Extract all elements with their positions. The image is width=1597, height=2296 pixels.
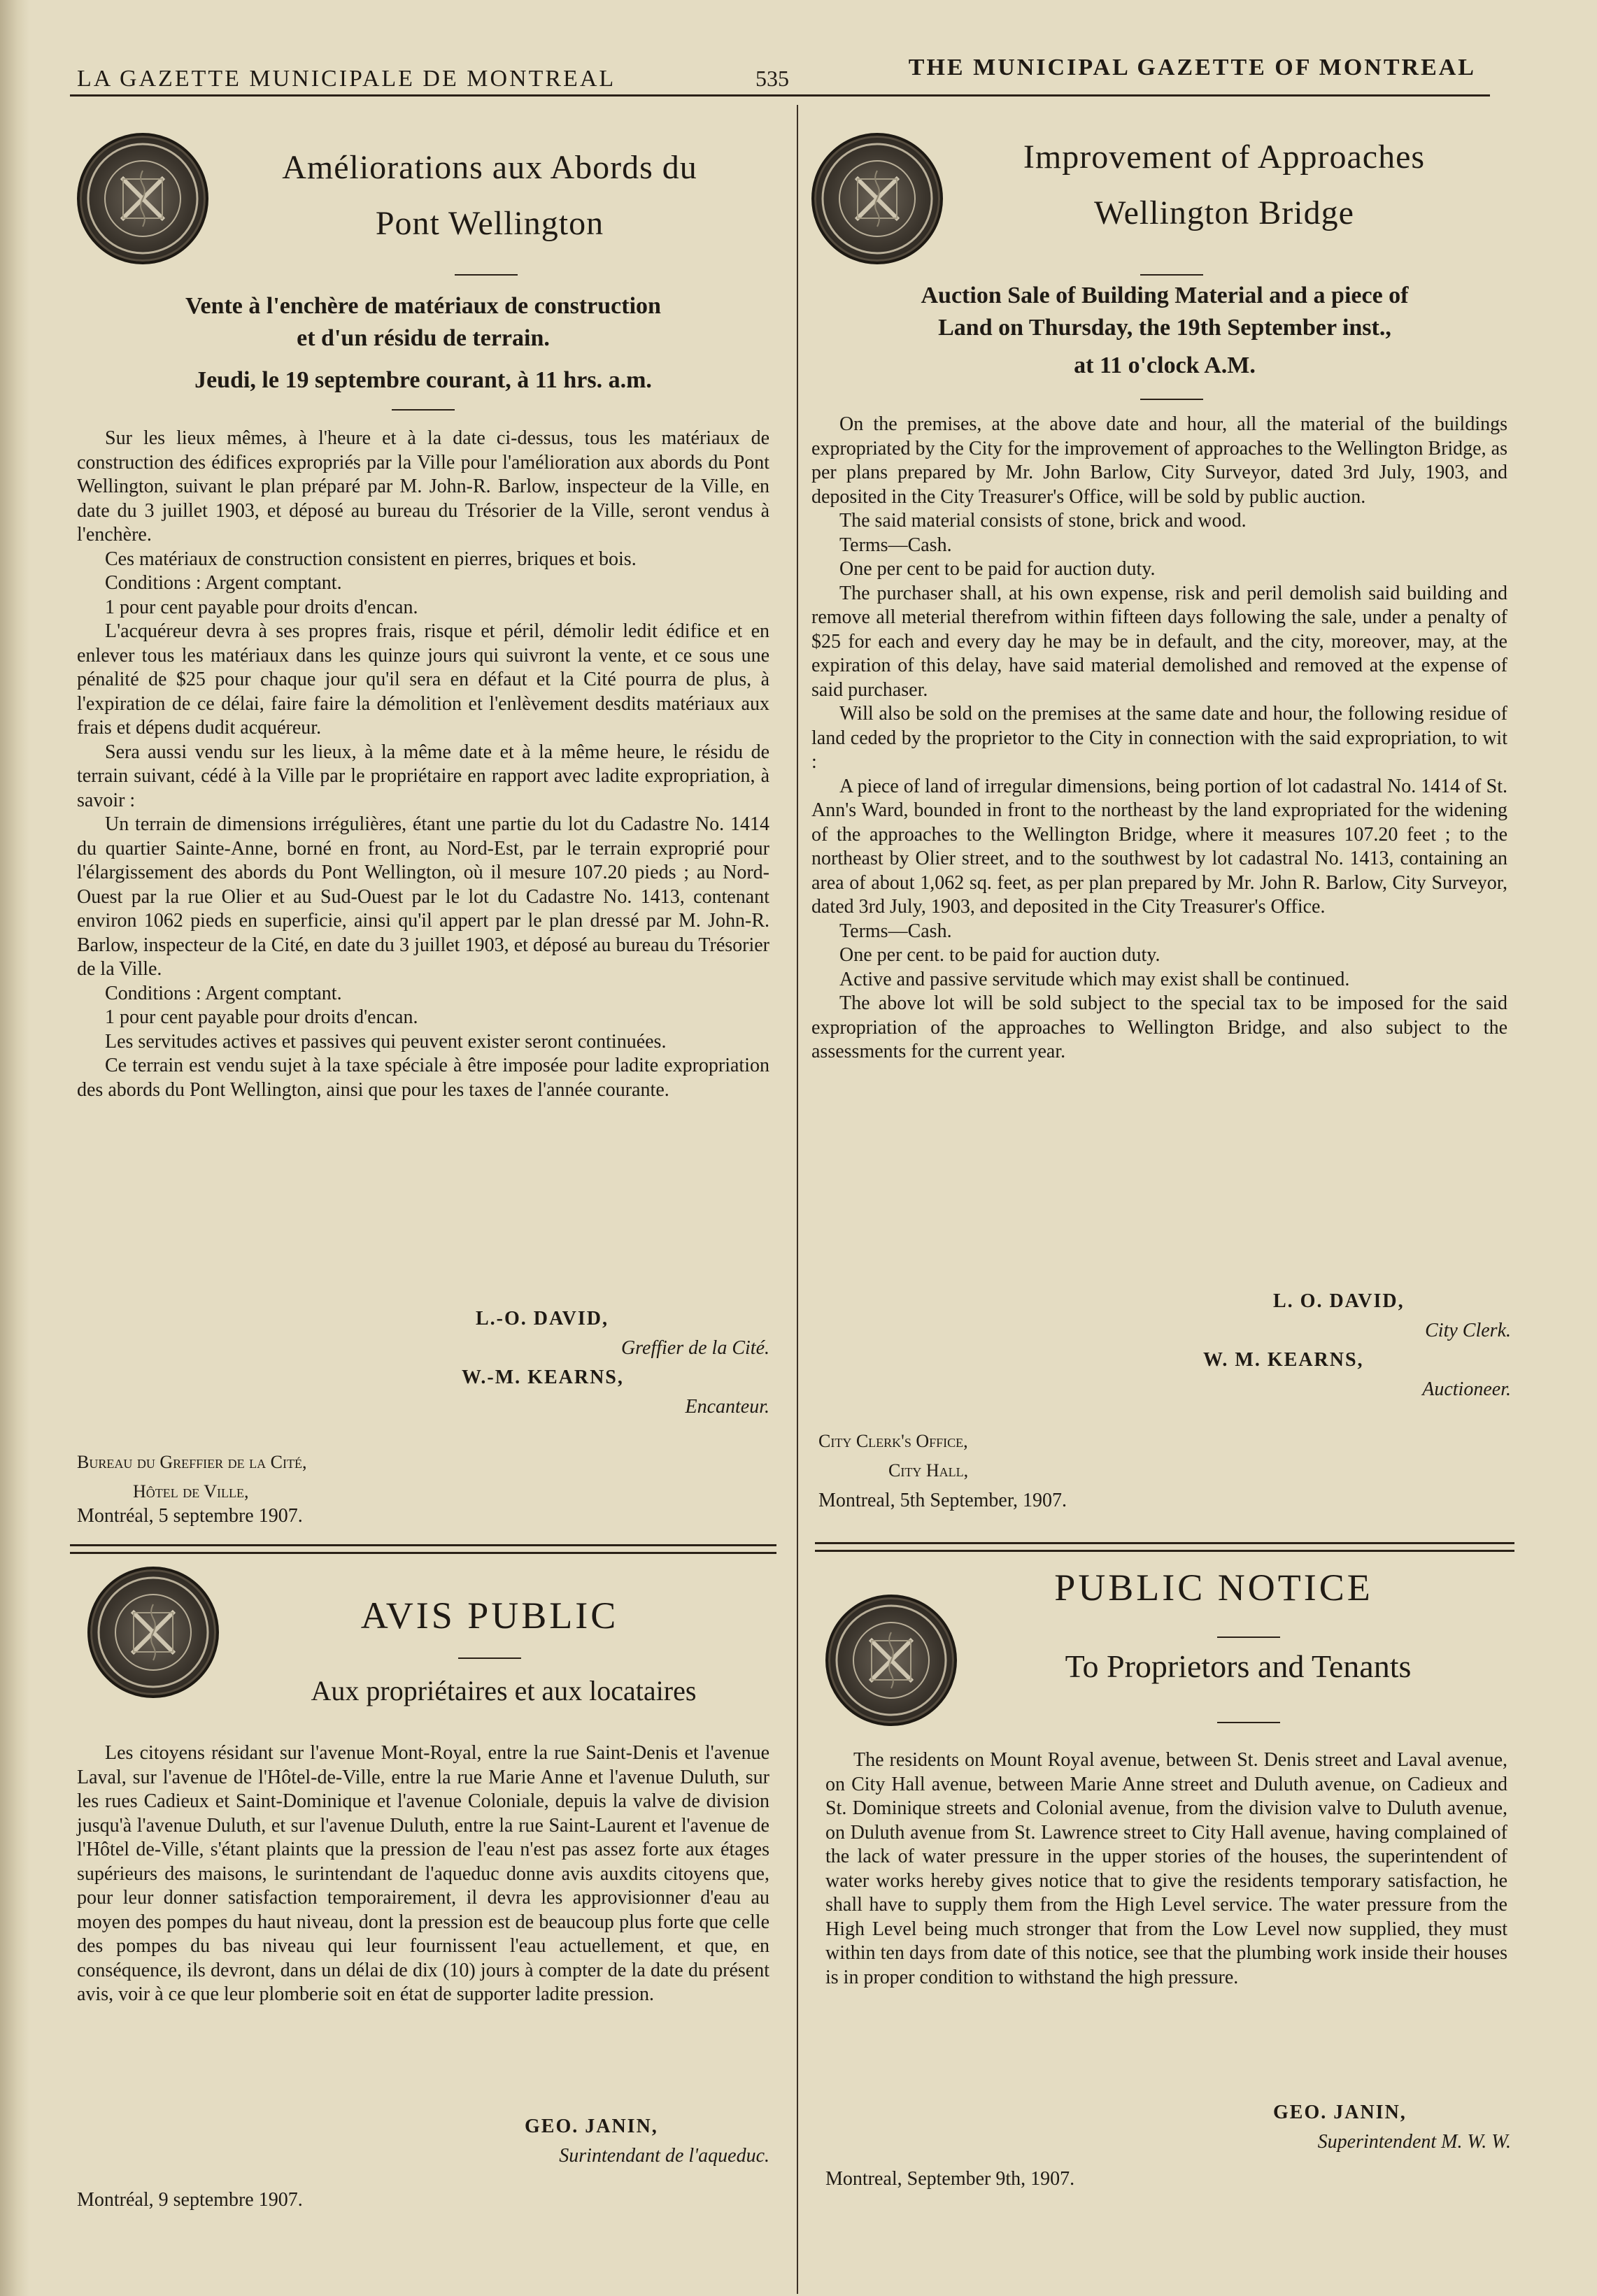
paragraph: Conditions : Argent comptant. xyxy=(105,572,342,594)
notice-body xyxy=(77,427,769,1102)
paragraph: Les servitudes actives et passives qui peuvent exister seront continuées. xyxy=(105,1030,667,1053)
seal-graphic xyxy=(814,136,940,262)
office-line-1: City Clerk's Office, xyxy=(818,1431,968,1451)
notice-en-water xyxy=(811,1560,1518,2280)
subheading-line-2: et d'un résidu de terrain. xyxy=(297,325,550,351)
signatory-name: GEO. JANIN, xyxy=(525,2116,658,2137)
office-line-2: Hôtel de Ville, xyxy=(133,1481,249,1502)
office-line-1: Bureau du Greffier de la Cité, xyxy=(77,1452,307,1472)
notice-date: Montreal, 5th September, 1907. xyxy=(818,1490,1067,1511)
notice-date: Montréal, 5 septembre 1907. xyxy=(77,1505,303,1527)
signature-block xyxy=(1203,1287,1511,1404)
subheading: To Proprietors and Tenants xyxy=(1065,1648,1412,1684)
header-right: THE MUNICIPAL GAZETTE OF MONTREAL xyxy=(908,55,1476,80)
signatory-title: Encanteur. xyxy=(685,1396,769,1418)
subheading-line-1: Vente à l'enchère de matériaux de construction xyxy=(185,293,661,319)
paragraph: One per cent to be paid for auction duty. xyxy=(839,558,1156,580)
seal-graphic xyxy=(80,136,206,262)
divider xyxy=(392,409,455,411)
notice-date: Montreal, September 9th, 1907. xyxy=(825,2168,1075,2190)
title xyxy=(944,129,1504,241)
paragraph: Terms—Cash. xyxy=(839,920,952,942)
paragraph: The purchaser shall, at his own expense, risk and peril demolish said building and remove all meterial therefrom within fifteen days following the sale, under a penalty of $25 for each and every day he may be in default, and the city, moreover, may, at the expiration of this delay, have said material demolished and removed at the expense of said purchaser. xyxy=(811,582,1507,701)
notice-date: Montréal, 9 septembre 1907. xyxy=(77,2189,303,2211)
divider xyxy=(1217,1722,1280,1723)
page-number: 535 xyxy=(755,66,789,91)
subheading-line-2: Land on Thursday, the 19th September inst., xyxy=(938,315,1391,341)
divider xyxy=(1140,399,1203,400)
signature-block xyxy=(455,2112,769,2171)
paragraph: Ces matériaux de construction consistent en pierres, briques et bois. xyxy=(105,548,637,570)
signatory-name: L.-O. DAVID, xyxy=(476,1308,609,1329)
paragraph: The residents on Mount Royal avenue, between St. Denis street and Laval avenue, on City Hall avenue, between Marie Anne street and Duluth avenue, on Cadieux and St. Dominique streets and Colonial avenue, from the division valve to Duluth avenue, on Duluth avenue from St. Lawrence street to City Hall avenue, having complained of the lack of water pressure in the upper stories of the houses, the superintendent of water works hereby gives notice that to give the residents temporary satisfaction, he shall have to supply them from the High Level service. The water pressure from the High Level being much stronger that from the Low Level now supplied, they must within ten days from date of this notice, see that the plumbing work inside their houses is in proper condition to withstand the high pressure. xyxy=(825,1749,1507,1988)
signatory-title: Greffier de la Cité. xyxy=(620,1337,769,1359)
signatory-name: W. M. KEARNS, xyxy=(1203,1349,1364,1371)
office-line-2: City Hall, xyxy=(888,1460,969,1481)
running-header xyxy=(77,49,1476,98)
paragraph: Sera aussi vendu sur les lieux, à la même date et à la même heure, le résidu de terrain suivant, cédé à la Ville par le propriétaire en rapport avec ladite expropriation, à savoir : xyxy=(77,741,769,811)
signatory-name: W.-M. KEARNS, xyxy=(462,1367,624,1388)
title-line-1: Improvement of Approaches xyxy=(1023,138,1426,176)
subheading: Aux propriétaires et aux locataires xyxy=(311,1675,697,1706)
subheading-line-3: Jeudi, le 19 septembre courant, à 11 hrs. a.m. xyxy=(194,367,652,393)
paragraph: The above lot will be sold subject to the special tax to be imposed for the said expropriation of the approaches to Wellington Bridge, and also subject to the assessments for the current year. xyxy=(811,992,1507,1062)
notice-fr-wellington xyxy=(70,119,776,1525)
divider xyxy=(455,274,518,276)
subheading-line-3: at 11 o'clock A.M. xyxy=(1074,352,1256,378)
signatory-title: Surintendant de l'aqueduc. xyxy=(559,2145,769,2167)
title: AVIS PUBLIC xyxy=(360,1595,619,1637)
seal-graphic xyxy=(828,1597,954,1723)
seal-graphic xyxy=(90,1569,216,1695)
paragraph: On the premises, at the above date and hour, all the material of the buildings expropriated by the City for the improvement of approaches to the Wellington Bridge, as per plans prepared by Mr. John Barlow, City Surveyor, dated 3rd July, 1903, and deposited in the City Treasurer's Office, will be sold by public auction. xyxy=(811,413,1507,508)
signatory-name: L. O. DAVID, xyxy=(1273,1290,1405,1312)
signatory-title: Superintendent M. W. W. xyxy=(1317,2131,1511,2153)
notice-body xyxy=(825,1748,1507,1990)
title-line-2: Wellington Bridge xyxy=(1094,194,1354,231)
paragraph: 1 pour cent payable pour droits d'encan. xyxy=(105,596,418,618)
paragraph: One per cent. to be paid for auction duty. xyxy=(839,944,1161,966)
city-seal-icon xyxy=(87,1567,219,1698)
paragraph: 1 pour cent payable pour droits d'encan. xyxy=(105,1006,418,1028)
paragraph: Conditions : Argent comptant. xyxy=(105,982,342,1004)
paragraph: Ce terrain est vendu sujet à la taxe spéciale à être imposée pour ladite expropriation des abords du Pont Wellington, ainsi que pour les taxes de l'année courante. xyxy=(77,1055,769,1101)
city-seal-icon xyxy=(77,133,208,264)
divider xyxy=(1217,1637,1280,1638)
paragraph: Active and passive servitude which may exist shall be continued. xyxy=(839,968,1350,990)
paragraph: Terms—Cash. xyxy=(839,534,952,556)
paragraph: Will also be sold on the premises at the same date and hour, the following residue of land ceded by the proprietor to the City in connection with the said expropriation, to wit : xyxy=(811,703,1507,773)
divider xyxy=(1140,274,1203,276)
office-address xyxy=(818,1427,968,1485)
signature-block xyxy=(462,1304,769,1422)
paragraph: Les citoyens résidant sur l'avenue Mont-Royal, entre la rue Saint-Denis et l'avenue Laval, sur l'avenue de l'Hôtel-de-Ville, entre la rue Marie Anne et l'avenue Duluth, sur les rues Cadieux et Saint-Dominique et l'avenue Coloniale, depuis la valve de division jusqu'à l'avenue Duluth, et sur l'avenue Duluth, entre la rue Saint-Laurent et l'avenue de l'Hôtel de-Ville, s'étant plaints que la pression de l'eau n'est pas assez forte aux étages supérieurs des maisons, le surintendant de l'aqueduc donne avis auxdits citoyens que, pour leur donner satisfaction temporairement, il devra les approvisionner d'eau au moyen des pompes du haut niveau, dont la pression est de beaucoup plus forte que celle des pompes du bas niveau qui leur fournissent l'eau actuellement, et que, en conséquence, ils devront, dans un délai de dix (10) jours à compter de la date du présent avis, voir à ce que leur plomberie soit en état de supporter ladite pression. xyxy=(77,1742,769,2005)
divider xyxy=(458,1657,521,1659)
section-rule xyxy=(815,1542,1514,1552)
paragraph: A piece of land of irregular dimensions, being portion of lot cadastral No. 1414 of St. Ann's Ward, bounded in front to the northeast by the land expropriated for the widening of the approaches to the Wellington Bridge, where it measures 107.20 feet ; to the northeast by Olier street, and to the southwest by lot cadastral No. 1413, containing an area of about 1,062 sq. feet, as per plan prepared by Mr. John R. Barlow, City Surveyor, dated 3rd July, 1903, and deposited in the City Treasurer's Office. xyxy=(811,775,1507,918)
city-seal-icon xyxy=(825,1595,957,1726)
signature-block xyxy=(1203,2098,1511,2157)
subheading xyxy=(811,280,1518,382)
paragraph: Sur les lieux mêmes, à l'heure et à la date ci-dessus, tous les matériaux de construction des édifices expropriés par la Ville pour l'amélioration aux abords du Pont Wellington, suivant le plan préparé par M. John-R. Barlow, inspecteur de la Ville, en date du 3 juillet 1903, et déposé au bureau du Trésorier de la Ville, seront vendus à l'enchère. xyxy=(77,427,769,546)
notice-body xyxy=(77,1741,769,2007)
notice-body xyxy=(811,413,1507,1064)
city-seal-icon xyxy=(811,133,943,264)
notice-en-wellington xyxy=(811,119,1518,1525)
title-line-1: Améliorations aux Abords du xyxy=(282,149,697,186)
paragraph: The said material consists of stone, brick and wood. xyxy=(839,510,1247,532)
column-divider xyxy=(797,105,798,2294)
title: PUBLIC NOTICE xyxy=(1054,1567,1373,1609)
header-left: LA GAZETTE MUNICIPALE DE MONTREAL xyxy=(77,66,616,92)
notice-fr-water xyxy=(70,1560,776,2280)
paragraph: L'acquéreur devra à ses propres frais, risque et péril, démolir ledit édifice et en enlever tous les matériaux dans les quinze jours qui suivront la vente, et ce sous une pénalité de $25 pour chaque jour qu'il sera en défaut et la Cité pourra de plus, à l'expiration de ce délai, faire faire la démolition et l'enlèvement desdits matériaux aux frais et dépens dudit acquéreur. xyxy=(77,620,769,739)
header-rule xyxy=(70,94,1490,97)
section-rule xyxy=(70,1544,776,1554)
subheading xyxy=(70,290,776,397)
paragraph: Un terrain de dimensions irrégulières, étant une partie du lot du Cadastre No. 1414 du quartier Sainte-Anne, borné en front, au Nord-Est, par le terrain exproprié pour l'élargissement des abords du Pont Wellington, où il mesure 107.20 pieds ; au Nord-Ouest par la rue Olier et au Sud-Ouest par le lot du Cadastre No. 1413, contenant environ 1062 pieds en superficie, ainsi qu'il appert par le plan dressé par M. John-R. Barlow, inspecteur de la Cité, en date du 3 juillet 1903, et déposé au bureau du Trésorier de la Ville. xyxy=(77,813,769,980)
signatory-title: Auctioneer. xyxy=(1422,1378,1511,1400)
signatory-name: GEO. JANIN, xyxy=(1273,2102,1407,2123)
signatory-title: City Clerk. xyxy=(1425,1320,1511,1341)
office-address xyxy=(77,1448,306,1506)
subheading-line-1: Auction Sale of Building Material and a piece of xyxy=(921,283,1409,308)
book-spine-shadow xyxy=(0,0,29,2296)
title xyxy=(210,140,769,252)
title-line-2: Pont Wellington xyxy=(375,205,604,242)
